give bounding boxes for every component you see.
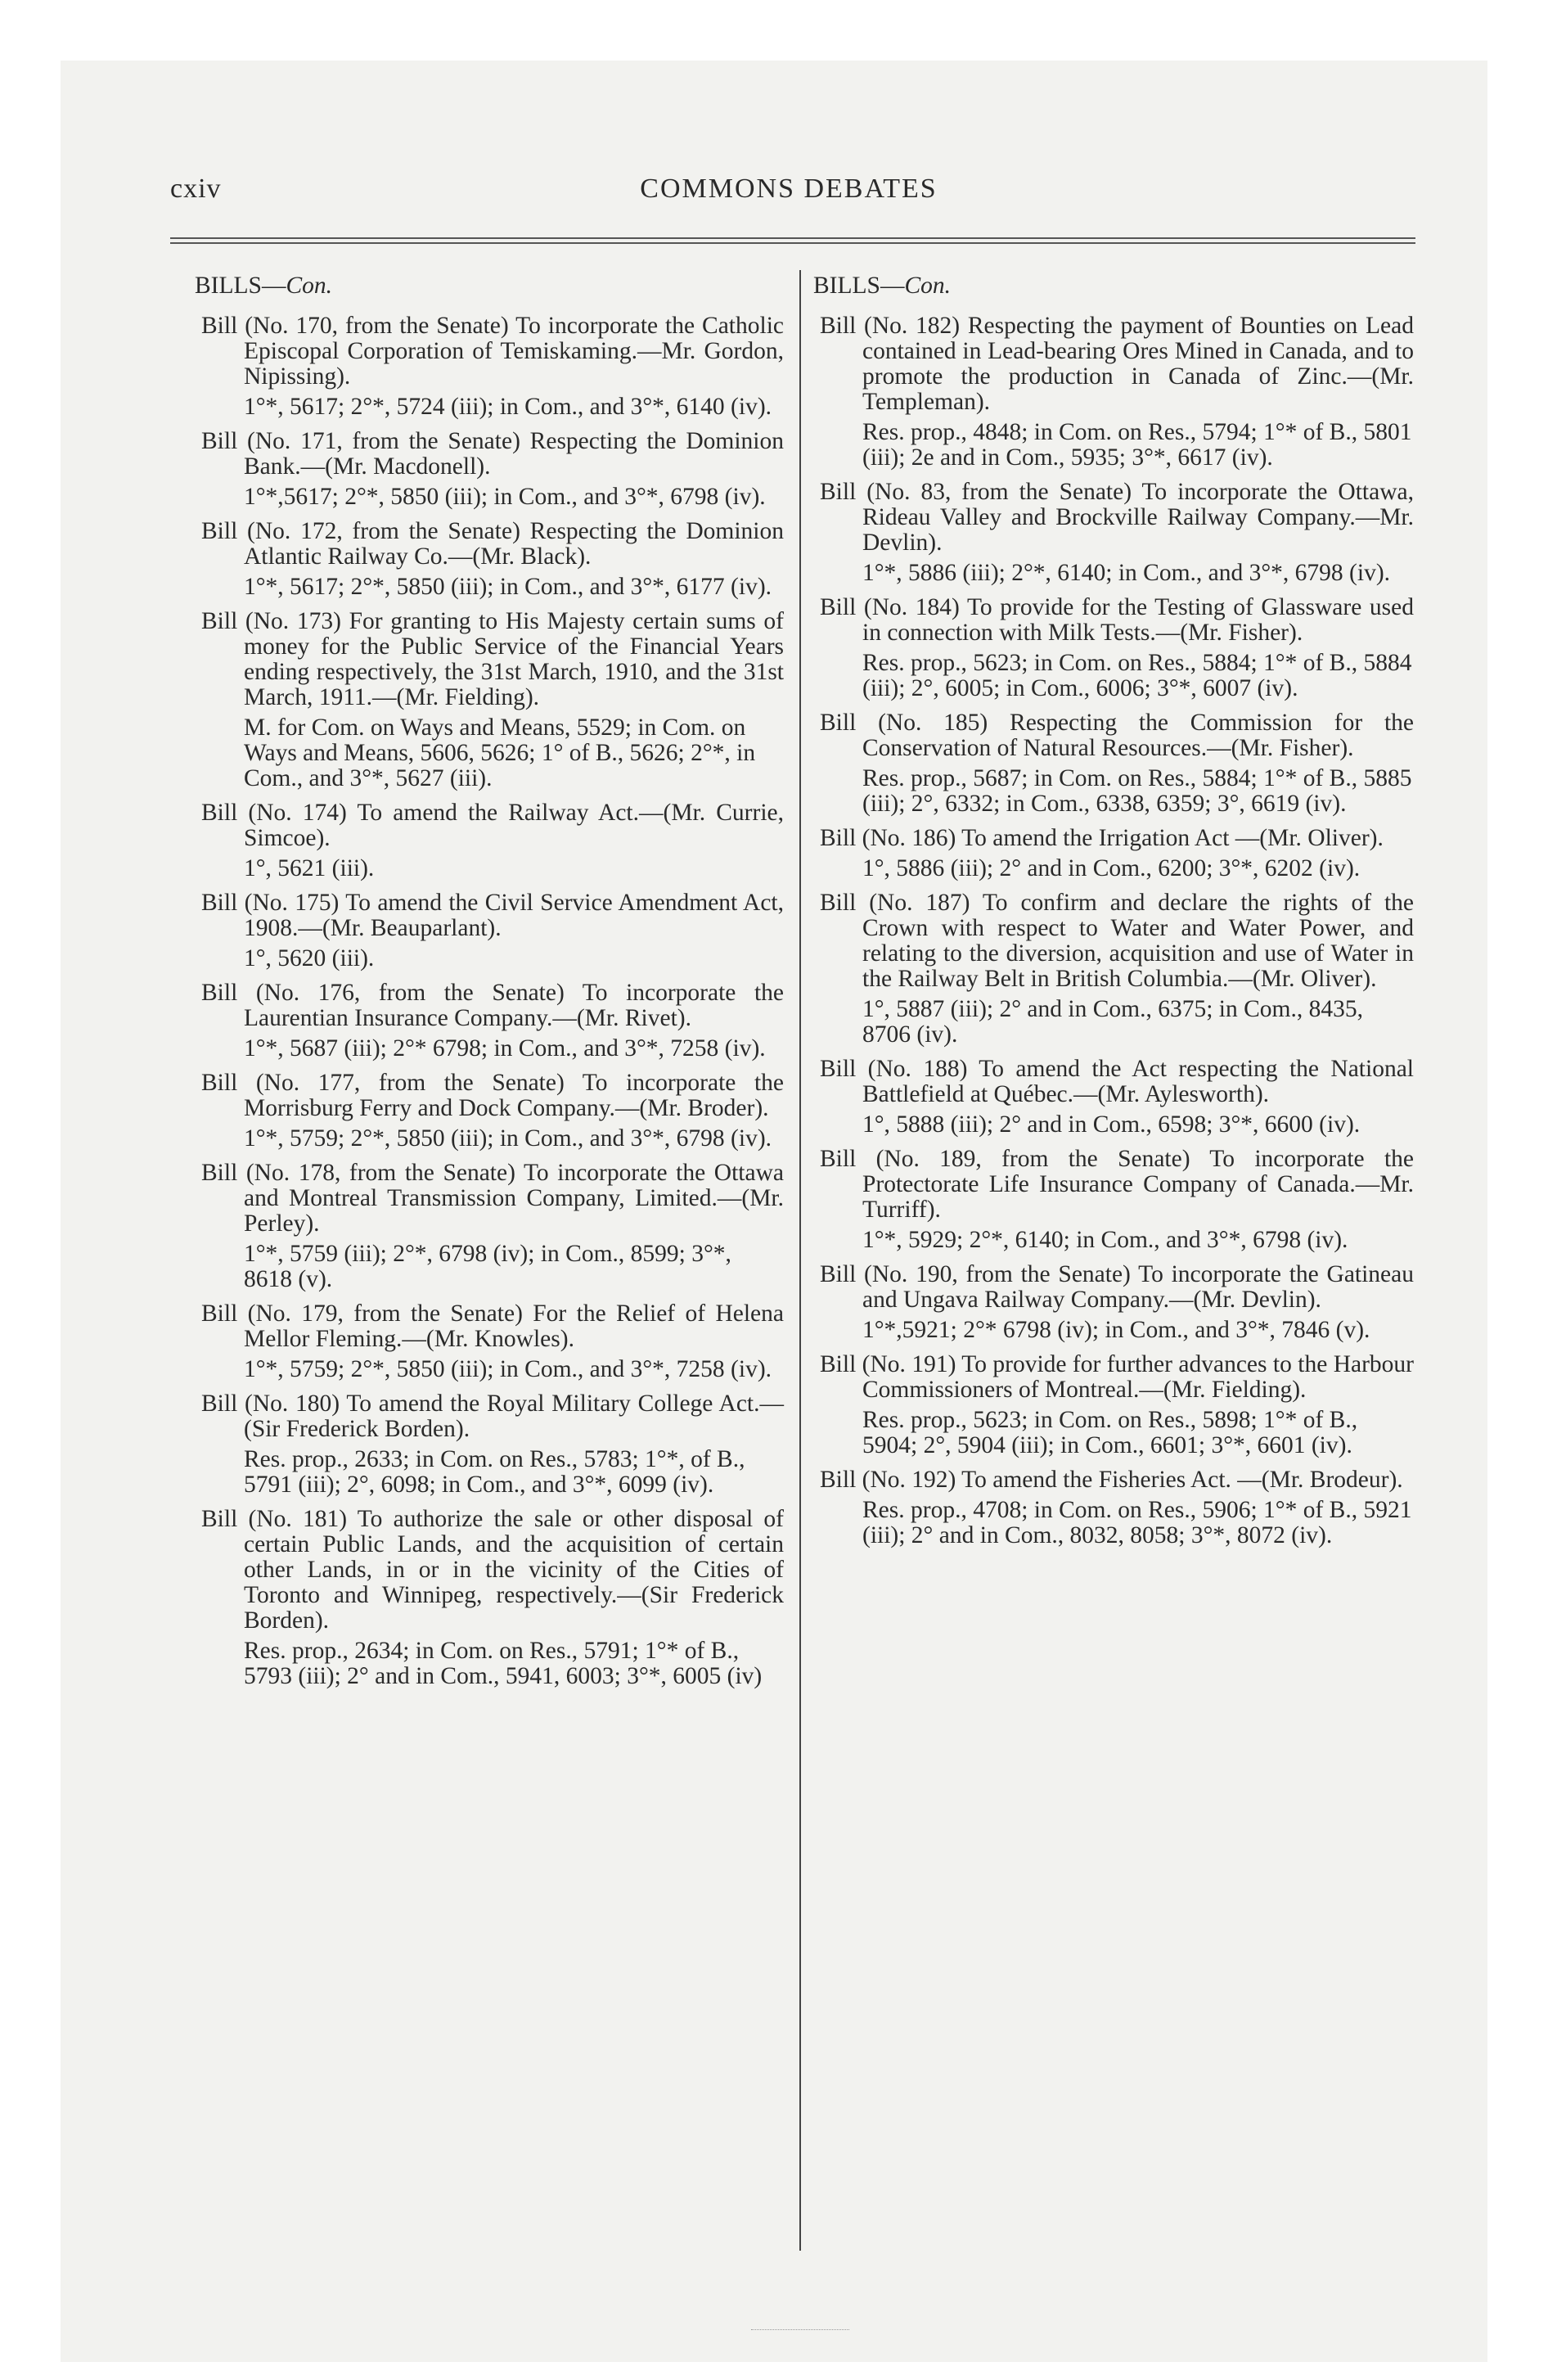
bill-title: Bill (No. 179, from the Senate) For the Relief of Helena Mellor Fleming.—(Mr. Knowles). [201,1300,784,1352]
bill-proceedings: 1°, 5886 (iii); 2° and in Com., 6200; 3°*, 6202 (iv). [862,855,1361,881]
bill-title: Bill (No. 177, from the Senate) To incorporate the Morrisburg Ferry and Dock Company.—(Mr. Broder). [201,1070,784,1121]
bill-title: Bill (No. 182) Respecting the payment of Bounties on Lead contained in Lead-bearing Ores Mined in Canada, and to promote the production in Canada of Zinc.—(Mr. Templeman). [820,313,1414,415]
bill-title: Bill (No. 176, from the Senate) To incorporate the Laurentian Insurance Company.—(Mr. Rivet). [201,980,784,1031]
bill-title: Bill (No. 83, from the Senate) To incorporate the Ottawa, Rideau Valley and Brockville Railway Company.—Mr. Devlin). [820,479,1414,556]
bill-proceedings: Res. prop., 4708; in Com. on Res., 5906; 1°* of B., 5921 (iii); 2° and in Com., 8032, 8058; 3°*, 8072 (iv). [862,1497,1412,1548]
bill-entry [201,609,784,791]
bill-entry [820,1147,1414,1253]
bill-title: Bill (No. 187) To confirm and declare the rights of the Crown with respect to Water and Water Power, and relating to the diversion, acquisition and use of Water in the Railway Belt in British Columbia.—(Mr. Oliver). [820,890,1414,992]
bill-title: Bill (No. 181) To authorize the sale or other disposal of certain Public Lands, and the acquisition of certain other Lands, in or in the vicinity of the Cities of Toronto and Winnipeg, respectively.—(Sir Frederick Borden). [201,1506,784,1634]
bill-proceedings: Res. prop., 5687; in Com. on Res., 5884; 1°* of B., 5885 (iii); 2°, 6332; in Com., 6338, 6359; 3°, 6619 (iv). [862,765,1412,817]
bill-title: Bill (No. 185) Respecting the Commission for the Conservation of Natural Resources.—(Mr. Fisher). [820,710,1414,761]
bill-entry [820,710,1414,817]
column-heading: BILLS—Con. [195,273,333,299]
bill-entry [201,519,784,600]
bill-entry [201,1391,784,1498]
bill-entry [201,313,784,420]
bill-entry [201,1071,784,1152]
bill-entry [201,980,784,1062]
bill-entry [820,1352,1414,1458]
right-column [813,273,1414,1557]
bill-title: Bill (No. 175) To amend the Civil Service Amendment Act, 1908.—(Mr. Beauparlant). [201,890,784,941]
page-header [170,174,1407,206]
bill-entry [820,595,1414,701]
left-column [195,273,784,1698]
bill-proceedings: 1°*, 5759; 2°*, 5850 (iii); in Com., and 3°*, 7258 (iv). [244,1356,772,1382]
bill-entry [820,480,1414,586]
bill-proceedings: M. for Com. on Ways and Means, 5529; in Com. on Ways and Means, 5606, 5626; 1° of B., 5626; 2°*, in Com., and 3°*, 5627 (iii). [244,714,756,791]
bill-title: Bill (No. 171, from the Senate) Respecting the Dominion Bank.—(Mr. Macdonell). [201,428,784,480]
bill-title: Bill (No. 184) To provide for the Testing of Glassware used in connection with Milk Tests.—(Mr. Fisher). [820,594,1414,646]
bill-entry [820,1467,1414,1548]
bill-proceedings: 1°*,5617; 2°*, 5850 (iii); in Com., and 3°*, 6798 (iv). [244,484,766,510]
bill-entry [820,313,1414,471]
bill-entry [820,890,1414,1048]
bill-title: Bill (No. 170, from the Senate) To incorporate the Catholic Episcopal Corporation of Temiskaming.—Mr. Gordon, Nipissing). [201,313,784,390]
bill-entry [820,826,1414,881]
bill-entry [201,1301,784,1382]
bill-entry [201,800,784,881]
bill-title: Bill (No. 174) To amend the Railway Act.—(Mr. Currie, Simcoe). [201,800,784,851]
bill-title: Bill (No. 189, from the Senate) To incorporate the Protectorate Life Insurance Company of Canada.—Mr. Turriff). [820,1146,1414,1223]
bill-proceedings: 1°*, 5759 (iii); 2°*, 6798 (iv); in Com., 8599; 3°*, 8618 (v). [244,1241,731,1292]
bill-proceedings: 1°*, 5759; 2°*, 5850 (iii); in Com., and 3°*, 6798 (iv). [244,1125,772,1152]
column-heading: BILLS—Con. [813,273,952,299]
bill-proceedings: 1°*,5921; 2°* 6798 (iv); in Com., and 3°*, 7846 (v). [862,1317,1370,1343]
header-rule-bottom [170,242,1415,244]
bill-entry [201,890,784,971]
bill-proceedings: Res. prop., 2634; in Com. on Res., 5791; 1°* of B., 5793 (iii); 2° and in Com., 5941, 6003; 3°*, 6005 (iv) [244,1638,763,1689]
bill-title: Bill (No. 172, from the Senate) Respecting the Dominion Atlantic Railway Co.—(Mr. Black). [201,518,784,570]
bill-title: Bill (No. 186) To amend the Irrigation Act —(Mr. Oliver). [820,825,1384,851]
bill-entry [820,1057,1414,1138]
bottom-smudge [751,2329,849,2330]
bill-proceedings: 1°*, 5886 (iii); 2°*, 6140; in Com., and 3°*, 6798 (iv). [862,560,1391,586]
bill-proceedings: 1°*, 5617; 2°*, 5724 (iii); in Com., and 3°*, 6140 (iv). [244,394,772,420]
bill-proceedings: 1°*, 5929; 2°*, 6140; in Com., and 3°*, 6798 (iv). [862,1227,1348,1253]
bill-proceedings: Res. prop., 2633; in Com. on Res., 5783; 1°*, of B., 5791 (iii); 2°, 6098; in Com., and 3°*, 6099 (iv). [244,1446,745,1498]
bill-title: Bill (No. 188) To amend the Act respecting the National Battlefield at Québec.—(Mr. Aylesworth). [820,1056,1414,1107]
bill-proceedings: 1°, 5888 (iii); 2° and in Com., 6598; 3°*, 6600 (iv). [862,1111,1361,1138]
bill-proceedings: Res. prop., 5623; in Com. on Res., 5898; 1°* of B., 5904; 2°, 5904 (iii); in Com., 6601; 3°*, 6601 (iv). [862,1407,1358,1458]
bill-proceedings: 1°*, 5617; 2°*, 5850 (iii); in Com., and 3°*, 6177 (iv). [244,574,772,600]
bill-proceedings: 1°*, 5687 (iii); 2°* 6798; in Com., and 3°*, 7258 (iv). [244,1035,766,1062]
bill-title: Bill (No. 192) To amend the Fisheries Act. —(Mr. Brodeur). [820,1467,1403,1493]
bill-proceedings: 1°, 5620 (iii). [244,945,375,971]
header-rule-top [170,237,1415,239]
bill-title: Bill (No. 190, from the Senate) To incorporate the Gatineau and Ungava Railway Company.—(Mr. Devlin). [820,1261,1414,1313]
bill-title: Bill (No. 173) For granting to His Majesty certain sums of money for the Public Service of the Financial Years ending respectively, the 31st March, 1910, and the 31st March, 1911.—(Mr. Fielding). [201,608,784,710]
bill-proceedings: 1°, 5621 (iii). [244,855,375,881]
page-number: cxiv [170,174,222,204]
bill-title: Bill (No. 178, from the Senate) To incorporate the Ottawa and Montreal Transmission Company, Limited.—(Mr. Perley). [201,1160,784,1237]
running-title: COMMONS DEBATES [640,174,938,204]
bill-proceedings: Res. prop., 4848; in Com. on Res., 5794; 1°* of B., 5801 (iii); 2e and in Com., 5935; 3°*, 6617 (iv). [862,419,1412,471]
bill-title: Bill (No. 180) To amend the Royal Military College Act.—(Sir Frederick Borden). [201,1391,784,1442]
bill-proceedings: Res. prop., 5623; in Com. on Res., 5884; 1°* of B., 5884 (iii); 2°, 6005; in Com., 6006; 3°*, 6007 (iv). [862,650,1412,701]
bill-entry [201,1161,784,1292]
column-divider [799,270,801,2251]
bill-entry [201,429,784,510]
bill-entry [820,1262,1414,1343]
bill-proceedings: 1°, 5887 (iii); 2° and in Com., 6375; in Com., 8435, 8706 (iv). [862,996,1363,1048]
bill-title: Bill (No. 191) To provide for further advances to the Harbour Commissioners of Montreal.—(Mr. Fielding). [820,1351,1414,1403]
bill-entry [201,1507,784,1689]
